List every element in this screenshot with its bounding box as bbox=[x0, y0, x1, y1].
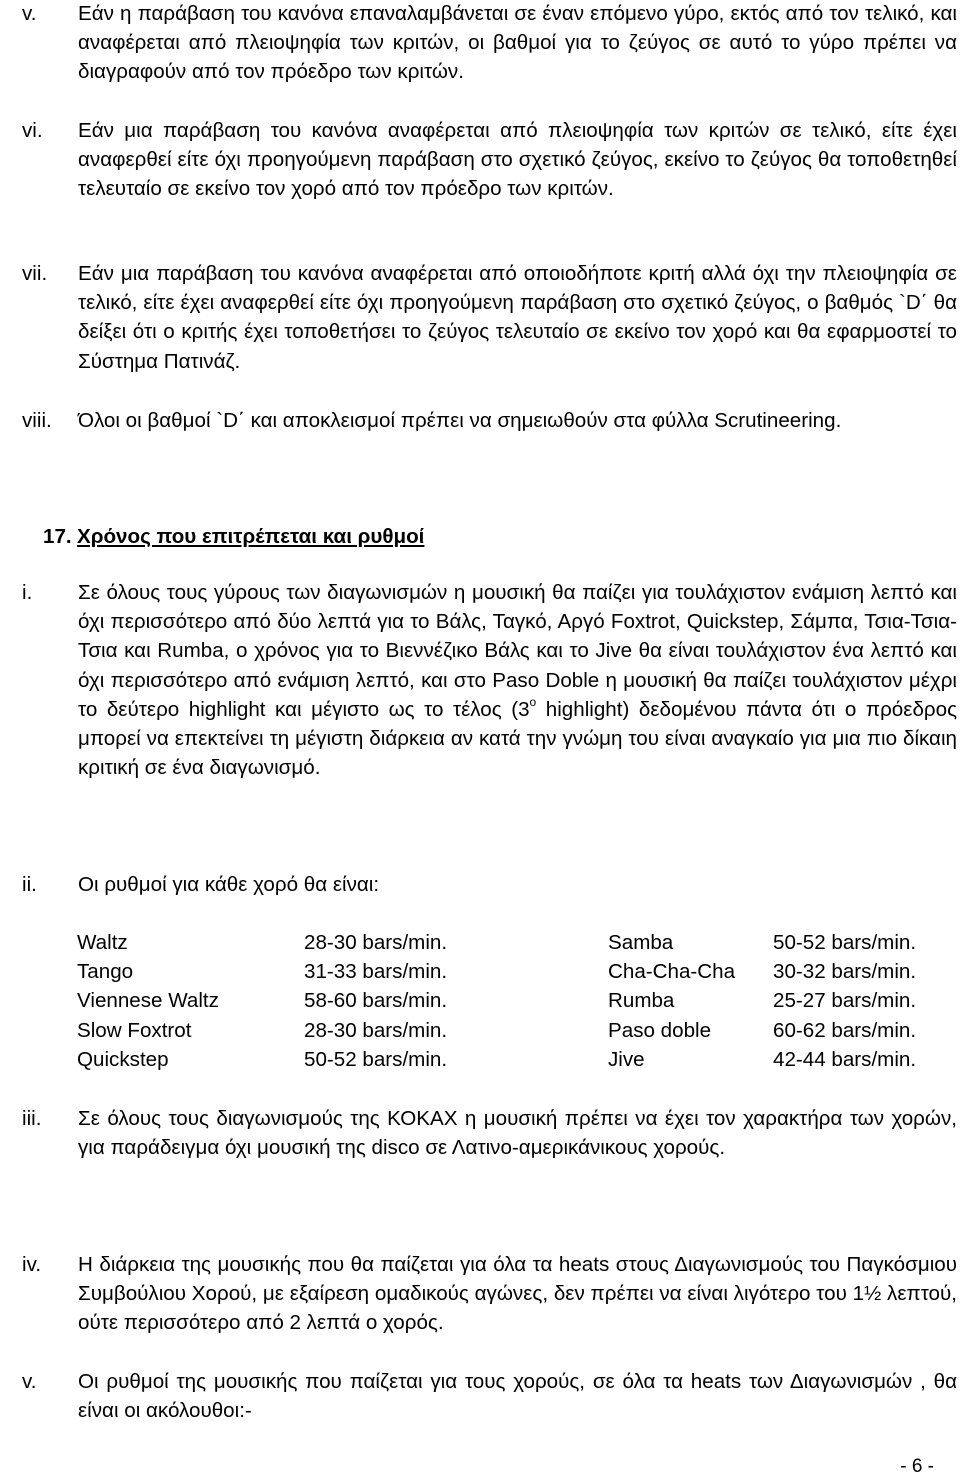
dance-tempo: 60-62 bars/min. bbox=[773, 1018, 917, 1042]
dance-tempo: 31-33 bars/min. bbox=[304, 960, 448, 984]
list-item-vi bbox=[22, 116, 957, 204]
item-text: Η διάρκεια της μουσικής που θα παίζεται για όλα τα heats στους Διαγωνισμούς του Παγκόσμιου Συμβούλιου Χορού, με εξαίρεση ομαδικούς αγώνες, δεν πρέπει να είναι λιγότερο του 1½ λεπτού, ούτε περισσότερο από 2 λεπτά ο χορός. bbox=[78, 1253, 957, 1335]
item-marker: ii. bbox=[22, 873, 37, 896]
item-text: Οι ρυθμοί της μουσικής που παίζεται για τους χορούς, σε όλα τα heats των Διαγωνισμών , θα είναι οι ακόλουθοι:- bbox=[78, 1370, 957, 1423]
item-text-part: highlight) δεδομένου πάντα ότι ο πρόεδρος μπορεί να επεκτείνει τη μέγιστη διάρκεια αν κατά την γνώμη του είναι αναγκαίο για μια πιο δίκαιη κριτική σε ένα διαγωνισμό. bbox=[78, 697, 958, 780]
dance-tempo: 42-44 bars/min. bbox=[773, 1047, 917, 1071]
list-item-vii bbox=[22, 259, 957, 376]
item-text: Σε όλους τους διαγωνισμούς της ΚΟΚΑΧ η μουσική πρέπει να έχει τον χαρακτήρα των χορών, για παράδειγμα όχι μουσική της disco σε Λατινο-αμερικάνικους χορούς. bbox=[78, 1107, 957, 1160]
tempo-row bbox=[77, 957, 957, 986]
ordinal-superscript: ο bbox=[529, 694, 537, 709]
item-text: Εάν μια παράβαση του κανόνα αναφέρεται από οποιοδήποτε κριτή αλλά όχι την πλειοψηφία σε τελικό, είτε έχει αναφερθεί είτε όχι προηγούμενη παράβαση στο σχετικό ζεύγος, ο βαθμός `D΄ θα δείξει ότι ο κριτής έχει τοποθετήσει το ζεύγος τελευταίο σε εκείνο τον χορό και θα εφαρμοστεί το Σύστημα Πατινάζ. bbox=[78, 262, 957, 373]
item-text: Όλοι οι βαθμοί `D΄ και αποκλεισμοί πρέπει να σημειωθούν στα φύλλα Scrutineering. bbox=[78, 409, 842, 432]
item-text: Εάν η παράβαση του κανόνα επαναλαμβάνεται σε έναν επόμενο γύρο, εκτός από τον τελικό, και αναφέρεται από πλειοψηφία των κριτών, οι βαθμοί για το ζεύγος σε αυτό το γύρο πρέπει να διαγραφούν από τον πρόεδρο των κριτών. bbox=[78, 2, 957, 84]
item-text: Οι ρυθμοί για κάθε χορό θα είναι: bbox=[78, 873, 380, 896]
dance-tempo: 50-52 bars/min. bbox=[773, 931, 917, 954]
tempo-row bbox=[77, 1016, 957, 1045]
dance-name: Slow Foxtrot bbox=[77, 1018, 192, 1042]
dance-name: Paso doble bbox=[608, 1018, 712, 1042]
list-item-iv bbox=[22, 1250, 957, 1338]
list-item-iii bbox=[22, 1104, 957, 1162]
item-text: Εάν μια παράβαση του κανόνα αναφέρεται από πλειοψηφία των κριτών σε τελικό, είτε έχει αναφερθεί είτε όχι προηγούμενη παράβαση στο σχετικό ζεύγος, εκείνο το ζεύγος θα τοποθετηθεί τελευταίο σε εκείνο τον χορό από τον πρόεδρο των κριτών. bbox=[78, 119, 957, 201]
dance-name: Viennese Waltz bbox=[77, 989, 219, 1013]
dance-name: Samba bbox=[608, 931, 674, 954]
section-number: 17. bbox=[43, 525, 72, 548]
section-title: Χρόνος που επιτρέπεται και ρυθμοί bbox=[77, 525, 425, 548]
list-item-v bbox=[22, 0, 957, 87]
page-number: - 6 - bbox=[900, 1456, 934, 1477]
tempo-row bbox=[77, 1045, 957, 1074]
dance-name: Waltz bbox=[77, 931, 128, 954]
tempo-row bbox=[77, 928, 957, 957]
tempo-row bbox=[77, 986, 957, 1015]
dance-name: Jive bbox=[608, 1047, 645, 1071]
dance-name: Rumba bbox=[608, 989, 675, 1013]
item-marker: viii. bbox=[22, 409, 52, 432]
list-item-ii bbox=[22, 870, 957, 899]
item-marker: iv. bbox=[22, 1253, 42, 1276]
item-text bbox=[78, 578, 957, 782]
item-marker: vi. bbox=[22, 119, 43, 142]
section-heading bbox=[43, 522, 424, 551]
dance-tempo: 30-32 bars/min. bbox=[773, 960, 917, 984]
dance-tempo: 25-27 bars/min. bbox=[773, 989, 917, 1013]
dance-tempo: 50-52 bars/min. bbox=[304, 1047, 448, 1071]
item-text-part: Σε όλους τους γύρους των διαγωνισμών η μουσική θα παίζει για τουλάχιστον ενάμιση λεπτό και όχι περισσότερο από δύο λεπτά για το Βάλς, Ταγκό, Αργό Foxtrot, Quickstep, Σάμπα, Τσια-Τσια-Τσια και Rumba, ο χρόνος για το Βιεννέζικο Βάλς και το Jive θα είναι τουλάχιστον ένα λεπτό και όχι περισσότερο από ενάμιση λεπτό, και στο Paso Doble η μουσική θα παίζει τουλάχιστον μέχρι το δεύτερο highlight και μέγιστο ως το τέλος (3 bbox=[78, 581, 957, 721]
dance-tempo: 28-30 bars/min. bbox=[304, 1018, 448, 1042]
item-marker: i. bbox=[22, 581, 33, 604]
dance-name: Cha-Cha-Cha bbox=[608, 960, 736, 984]
dance-tempo: 28-30 bars/min. bbox=[304, 931, 448, 954]
dance-name: Tango bbox=[77, 960, 134, 984]
item-marker: iii. bbox=[22, 1107, 42, 1130]
dance-name: Quickstep bbox=[77, 1047, 169, 1071]
list-item-i bbox=[22, 578, 957, 782]
item-marker: vii. bbox=[22, 262, 48, 285]
item-marker: v. bbox=[22, 2, 37, 25]
list-item-viii bbox=[22, 406, 957, 435]
dance-tempo: 58-60 bars/min. bbox=[304, 989, 448, 1013]
item-marker: v. bbox=[22, 1370, 37, 1393]
tempo-table bbox=[77, 928, 957, 1074]
list-item-v-bottom bbox=[22, 1367, 957, 1425]
